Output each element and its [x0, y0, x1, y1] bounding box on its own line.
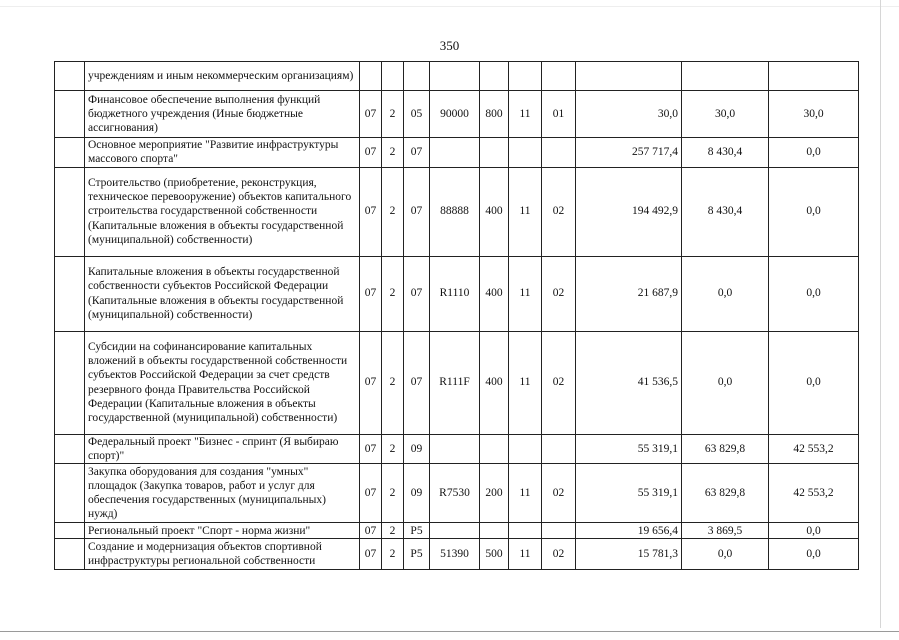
- table-row: [55, 434, 859, 464]
- article-cell: [430, 138, 480, 168]
- subchapter-cell: [382, 62, 404, 91]
- amount-year1-cell: 15 781,3: [576, 539, 682, 570]
- expense-type-cell: 500: [480, 539, 509, 570]
- table-row: [55, 256, 859, 331]
- expense-type-cell: 400: [480, 256, 509, 331]
- chapter-cell: 07: [360, 523, 382, 539]
- amount-year1-cell: 55 319,1: [576, 434, 682, 464]
- chapter-cell: 07: [360, 167, 382, 256]
- source-cell: [542, 62, 576, 91]
- row-name-cell: учреждениям и иным некоммерческим организациям): [85, 62, 360, 91]
- row-name-cell: Финансовое обеспечение выполнения функций бюджетного учреждения (Иные бюджетные ассигнования): [85, 91, 360, 138]
- amount-year1-cell: 55 319,1: [576, 464, 682, 523]
- source-cell: 02: [542, 331, 576, 434]
- chapter-cell: 07: [360, 331, 382, 434]
- kosgu-cell: 11: [509, 539, 542, 570]
- amount-year3-cell: 0,0: [769, 331, 859, 434]
- program-cell: [404, 62, 430, 91]
- amount-year3-cell: 0,0: [769, 523, 859, 539]
- expense-type-cell: 400: [480, 331, 509, 434]
- amount-year3-cell: 0,0: [769, 167, 859, 256]
- subchapter-cell: 2: [382, 464, 404, 523]
- table-row: [55, 523, 859, 539]
- scan-edge-bottom: [0, 631, 899, 632]
- source-cell: [542, 523, 576, 539]
- article-cell: [430, 523, 480, 539]
- source-cell: 01: [542, 91, 576, 138]
- row-number-cell: [55, 331, 85, 434]
- amount-year2-cell: 0,0: [682, 539, 769, 570]
- scan-edge-top: [0, 6, 899, 7]
- chapter-cell: 07: [360, 539, 382, 570]
- program-cell: 09: [404, 434, 430, 464]
- program-cell: 09: [404, 464, 430, 523]
- expense-type-cell: 800: [480, 91, 509, 138]
- source-cell: 02: [542, 167, 576, 256]
- program-cell: 07: [404, 167, 430, 256]
- chapter-cell: 07: [360, 91, 382, 138]
- amount-year1-cell: 19 656,4: [576, 523, 682, 539]
- program-cell: P5: [404, 523, 430, 539]
- amount-year3-cell: [769, 62, 859, 91]
- scan-edge-right: [880, 0, 881, 628]
- row-number-cell: [55, 539, 85, 570]
- article-cell: 51390: [430, 539, 480, 570]
- row-number-cell: [55, 138, 85, 168]
- row-number-cell: [55, 167, 85, 256]
- table-row: [55, 138, 859, 168]
- row-name-cell: Закупка оборудования для создания "умных" площадок (Закупка товаров, работ и услуг для обеспечения государственных (муниципальных) нужд): [85, 464, 360, 523]
- page-number: 350: [439, 38, 460, 53]
- article-cell: [430, 62, 480, 91]
- expense-type-cell: 200: [480, 464, 509, 523]
- amount-year1-cell: 41 536,5: [576, 331, 682, 434]
- row-number-cell: [55, 62, 85, 91]
- expense-type-cell: [480, 523, 509, 539]
- chapter-cell: 07: [360, 138, 382, 168]
- article-cell: 88888: [430, 167, 480, 256]
- source-cell: 02: [542, 256, 576, 331]
- expense-type-cell: [480, 62, 509, 91]
- amount-year1-cell: 21 687,9: [576, 256, 682, 331]
- row-name-cell: Федеральный проект "Бизнес - спринт (Я выбираю спорт)": [85, 434, 360, 464]
- kosgu-cell: 11: [509, 91, 542, 138]
- amount-year2-cell: [682, 62, 769, 91]
- kosgu-cell: 11: [509, 167, 542, 256]
- subchapter-cell: 2: [382, 91, 404, 138]
- source-cell: [542, 434, 576, 464]
- chapter-cell: 07: [360, 256, 382, 331]
- subchapter-cell: 2: [382, 523, 404, 539]
- amount-year3-cell: 42 553,2: [769, 464, 859, 523]
- source-cell: 02: [542, 464, 576, 523]
- row-name-cell: Строительство (приобретение, реконструкция, техническое перевооружение) объектов капитального строительства государственной собственности (Капитальные вложения в объекты государственной (муниципальной) собственности): [85, 167, 360, 256]
- amount-year2-cell: 8 430,4: [682, 138, 769, 168]
- expense-type-cell: 400: [480, 167, 509, 256]
- source-cell: [542, 138, 576, 168]
- row-number-cell: [55, 434, 85, 464]
- program-cell: 07: [404, 256, 430, 331]
- amount-year3-cell: 0,0: [769, 256, 859, 331]
- kosgu-cell: 11: [509, 256, 542, 331]
- table-row: [55, 464, 859, 523]
- row-name-cell: Региональный проект "Спорт - норма жизни": [85, 523, 360, 539]
- table-row: [55, 167, 859, 256]
- row-number-cell: [55, 256, 85, 331]
- table-row: [55, 91, 859, 138]
- table-row: [55, 539, 859, 570]
- amount-year2-cell: 3 869,5: [682, 523, 769, 539]
- kosgu-cell: [509, 138, 542, 168]
- program-cell: 05: [404, 91, 430, 138]
- amount-year1-cell: 257 717,4: [576, 138, 682, 168]
- article-cell: 90000: [430, 91, 480, 138]
- amount-year3-cell: 42 553,2: [769, 434, 859, 464]
- program-cell: 07: [404, 138, 430, 168]
- row-name-cell: Капитальные вложения в объекты государственной собственности субъектов Российской Федерации (Капитальные вложения в объекты государственной (муниципальной) собственности): [85, 256, 360, 331]
- amount-year2-cell: 30,0: [682, 91, 769, 138]
- table-row: [55, 331, 859, 434]
- program-cell: 07: [404, 331, 430, 434]
- article-cell: R1110: [430, 256, 480, 331]
- article-cell: R7530: [430, 464, 480, 523]
- expense-type-cell: [480, 138, 509, 168]
- row-number-cell: [55, 523, 85, 539]
- amount-year1-cell: 30,0: [576, 91, 682, 138]
- chapter-cell: 07: [360, 434, 382, 464]
- table-row: [55, 62, 859, 91]
- row-number-cell: [55, 91, 85, 138]
- amount-year2-cell: 63 829,8: [682, 434, 769, 464]
- amount-year3-cell: 0,0: [769, 539, 859, 570]
- expense-type-cell: [480, 434, 509, 464]
- amount-year1-cell: [576, 62, 682, 91]
- amount-year2-cell: 0,0: [682, 331, 769, 434]
- amount-year3-cell: 30,0: [769, 91, 859, 138]
- amount-year2-cell: 63 829,8: [682, 464, 769, 523]
- kosgu-cell: [509, 523, 542, 539]
- row-name-cell: Субсидии на софинансирование капитальных вложений в объекты государственной собственности субъектов Российской Федерации за счет средств резервного фонда Правительства Российской Федерации (Капитальные вложения в объекты государственной (муниципальной) собственности): [85, 331, 360, 434]
- kosgu-cell: 11: [509, 464, 542, 523]
- row-name-cell: Создание и модернизация объектов спортивной инфраструктуры региональной собственности: [85, 539, 360, 570]
- subchapter-cell: 2: [382, 256, 404, 331]
- source-cell: 02: [542, 539, 576, 570]
- subchapter-cell: 2: [382, 138, 404, 168]
- subchapter-cell: 2: [382, 539, 404, 570]
- budget-table: [54, 61, 859, 570]
- amount-year2-cell: 0,0: [682, 256, 769, 331]
- article-cell: [430, 434, 480, 464]
- chapter-cell: 07: [360, 464, 382, 523]
- amount-year3-cell: 0,0: [769, 138, 859, 168]
- chapter-cell: [360, 62, 382, 91]
- subchapter-cell: 2: [382, 434, 404, 464]
- program-cell: P5: [404, 539, 430, 570]
- article-cell: R111F: [430, 331, 480, 434]
- row-name-cell: Основное мероприятие "Развитие инфраструктуры массового спорта": [85, 138, 360, 168]
- amount-year2-cell: 8 430,4: [682, 167, 769, 256]
- amount-year1-cell: 194 492,9: [576, 167, 682, 256]
- subchapter-cell: 2: [382, 331, 404, 434]
- kosgu-cell: 11: [509, 331, 542, 434]
- table-body: [55, 62, 859, 570]
- kosgu-cell: [509, 62, 542, 91]
- subchapter-cell: 2: [382, 167, 404, 256]
- row-number-cell: [55, 464, 85, 523]
- kosgu-cell: [509, 434, 542, 464]
